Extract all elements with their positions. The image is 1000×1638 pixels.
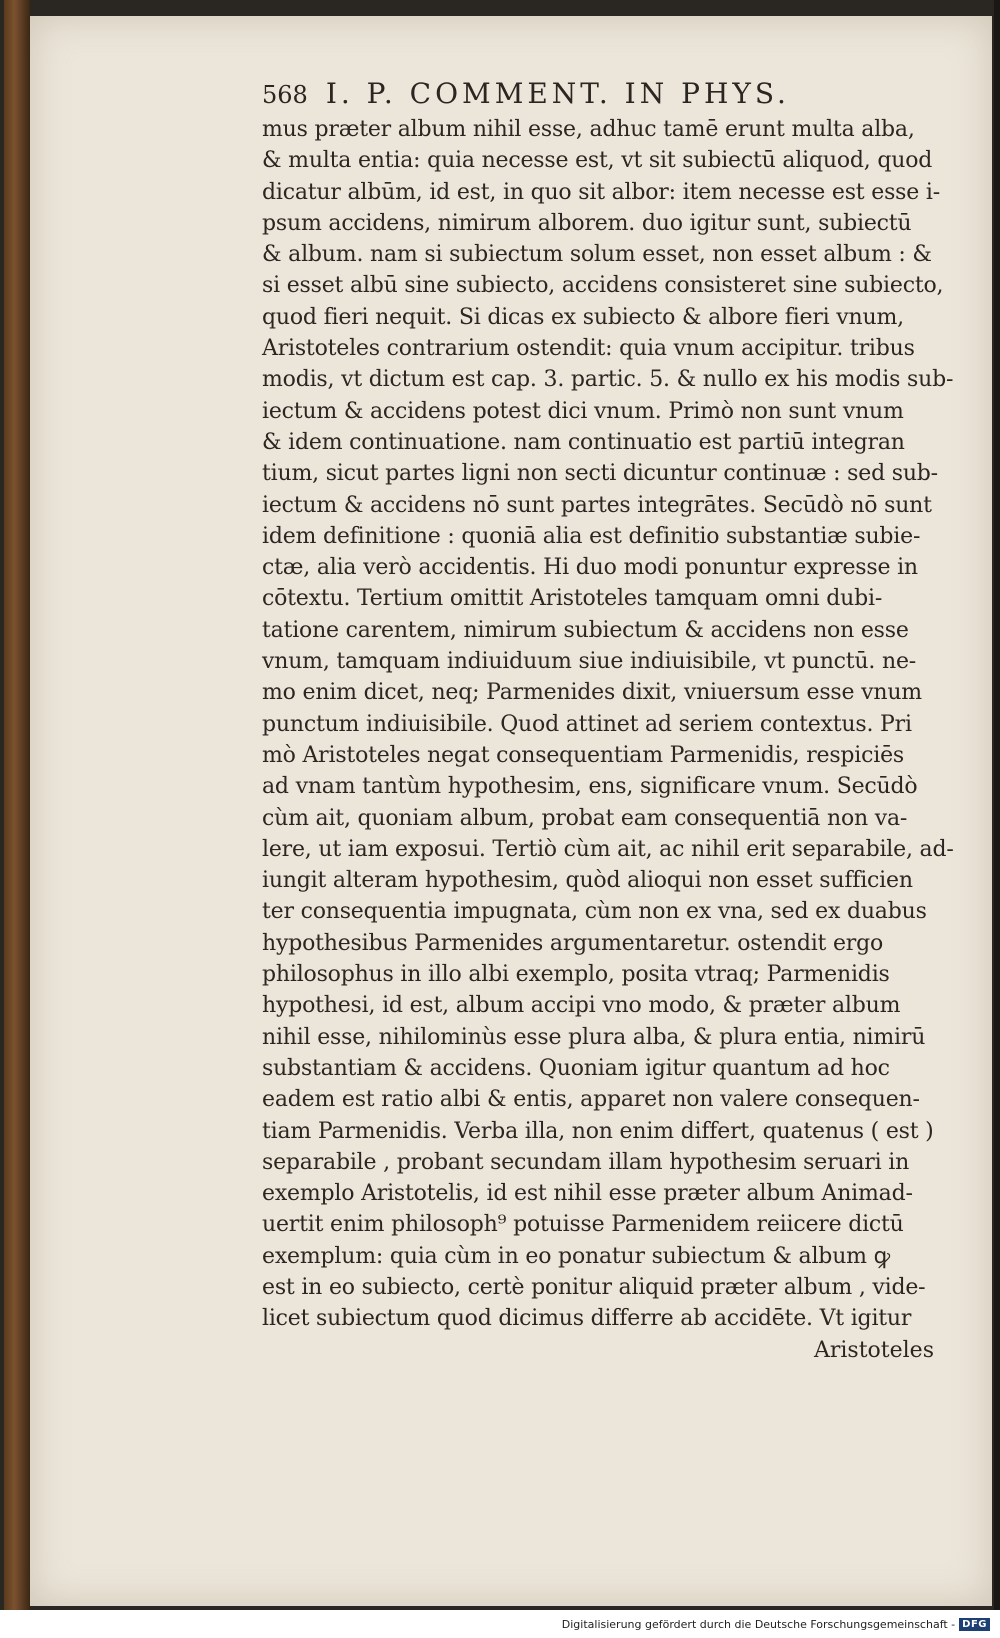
text-line: iectum & accidens potest dici vnum. Primò non sunt vnum	[262, 398, 904, 424]
dfg-logo: DFG	[959, 1618, 990, 1631]
text-line: est in eo subiecto, certè ponitur aliquid præter album , vide-	[262, 1274, 926, 1300]
text-line: exemplo Aristotelis, id est nihil esse præter album Animad-	[262, 1181, 913, 1207]
text-line: substantiam & accidens. Quoniam igitur quantum ad hoc	[262, 1055, 890, 1081]
text-line: idem definitione : quoniā alia est definitio substantiæ subie-	[262, 523, 921, 549]
text-line: philosophus in illo albi exemplo, posita vtraq; Parmenidis	[262, 962, 890, 988]
text-block	[262, 74, 954, 1366]
text-line: & idem continuatione. nam continuatio est partiū integran	[262, 429, 905, 455]
book-spine	[4, 0, 30, 1610]
text-line: quod fieri nequit. Si dicas ex subiecto & albore fieri vnum,	[262, 304, 904, 330]
text-line: tium, sicut partes ligni non secti dicuntur continuæ : sed sub-	[262, 461, 938, 487]
text-line: punctum indiuisibile. Quod attinet ad seriem contextus. Pri	[262, 711, 912, 737]
text-line: ter consequentia impugnata, cùm non ex vna, sed ex duabus	[262, 899, 927, 925]
text-line: nihil esse, nihilominùs esse plura alba, & plura entia, nimirū	[262, 1024, 926, 1050]
text-line: ad vnam tantùm hypothesim, ens, significare vnum. Secūdò	[262, 774, 918, 800]
text-line: mo enim dicet, neq; Parmenides dixit, vniuersum esse vnum	[262, 680, 922, 706]
text-line: dicatur albūm, id est, in quo sit albor: item necesse est esse i-	[262, 179, 940, 205]
text-line: licet subiectum quod dicimus differre ab accidēte. Vt igitur	[262, 1306, 912, 1332]
text-line: separabile , probant secundam illam hypothesim seruari in	[262, 1149, 910, 1175]
text-line: lere, ut iam exposui. Tertiò cùm ait, ac nihil erit separabile, ad-	[262, 836, 954, 862]
text-line: Aristoteles contrarium ostendit: quia vnum accipitur. tribus	[262, 336, 915, 362]
text-line: vnum, tamquam indiuiduum siue indiuisibile, vt punctū. ne-	[262, 649, 917, 675]
text-line: iectum & accidens nō sunt partes integrātes. Secūdò nō sunt	[262, 492, 932, 518]
text-line: cùm ait, quoniam album, probat eam consequentiā non va-	[262, 805, 908, 831]
text-line: mus præter album nihil esse, adhuc tamē erunt multa alba,	[262, 117, 915, 142]
text-line: mò Aristoteles negat consequentiam Parmenidis, respiciēs	[262, 742, 905, 768]
text-line: cōtextu. Tertium omittit Aristoteles tamquam omni dubi-	[262, 586, 883, 612]
text-line: ctæ, alia verò accidentis. Hi duo modi ponuntur expresse in	[262, 555, 918, 581]
text-line: hypothesi, id est, album accipi vno modo, & præter album	[262, 993, 901, 1019]
text-line: tiam Parmenidis. Verba illa, non enim differt, quatenus ( est )	[262, 1118, 934, 1144]
footer-credit: Digitalisierung gefördert durch die Deutsche Forschungsgemeinschaft -	[561, 1617, 956, 1631]
text-line: si esset albū sine subiecto, accidens consisteret sine subiecto,	[262, 273, 944, 299]
running-head-title: I. P. COMMENT. IN PHYS.	[325, 77, 790, 110]
text-line: & multa entia: quia necesse est, vt sit subiectū aliquod, quod	[262, 148, 933, 174]
text-line: modis, vt dictum est cap. 3. partic. 5. & nullo ex his modis sub-	[262, 367, 954, 393]
footer-bar	[0, 1610, 1000, 1638]
running-head	[262, 74, 942, 114]
scan-edge	[994, 0, 1000, 1610]
text-line: tatione carentem, nimirum subiectum & accidens non esse	[262, 617, 909, 643]
page-number: 568	[262, 81, 308, 109]
text-line: psum accidens, nimirum alborem. duo igitur sunt, subiectū	[262, 210, 912, 236]
text-line: & album. nam si subiectum solum esset, non esset album : &	[262, 242, 932, 268]
text-line: exemplum: quia cùm in eo ponatur subiectum & album ꝙ	[262, 1243, 890, 1269]
catchword: Aristoteles	[813, 1337, 934, 1363]
body-text	[262, 114, 954, 1335]
text-line: iungit alteram hypothesim, quòd alioqui non esset sufficien	[262, 868, 913, 894]
text-line: eadem est ratio albi & entis, apparet non valere consequen-	[262, 1087, 920, 1113]
text-line: hypothesibus Parmenides argumentaretur. ostendit ergo	[262, 930, 884, 956]
text-line: uertit enim philosoph⁹ potuisse Parmenidem reiicere dictū	[262, 1212, 904, 1238]
